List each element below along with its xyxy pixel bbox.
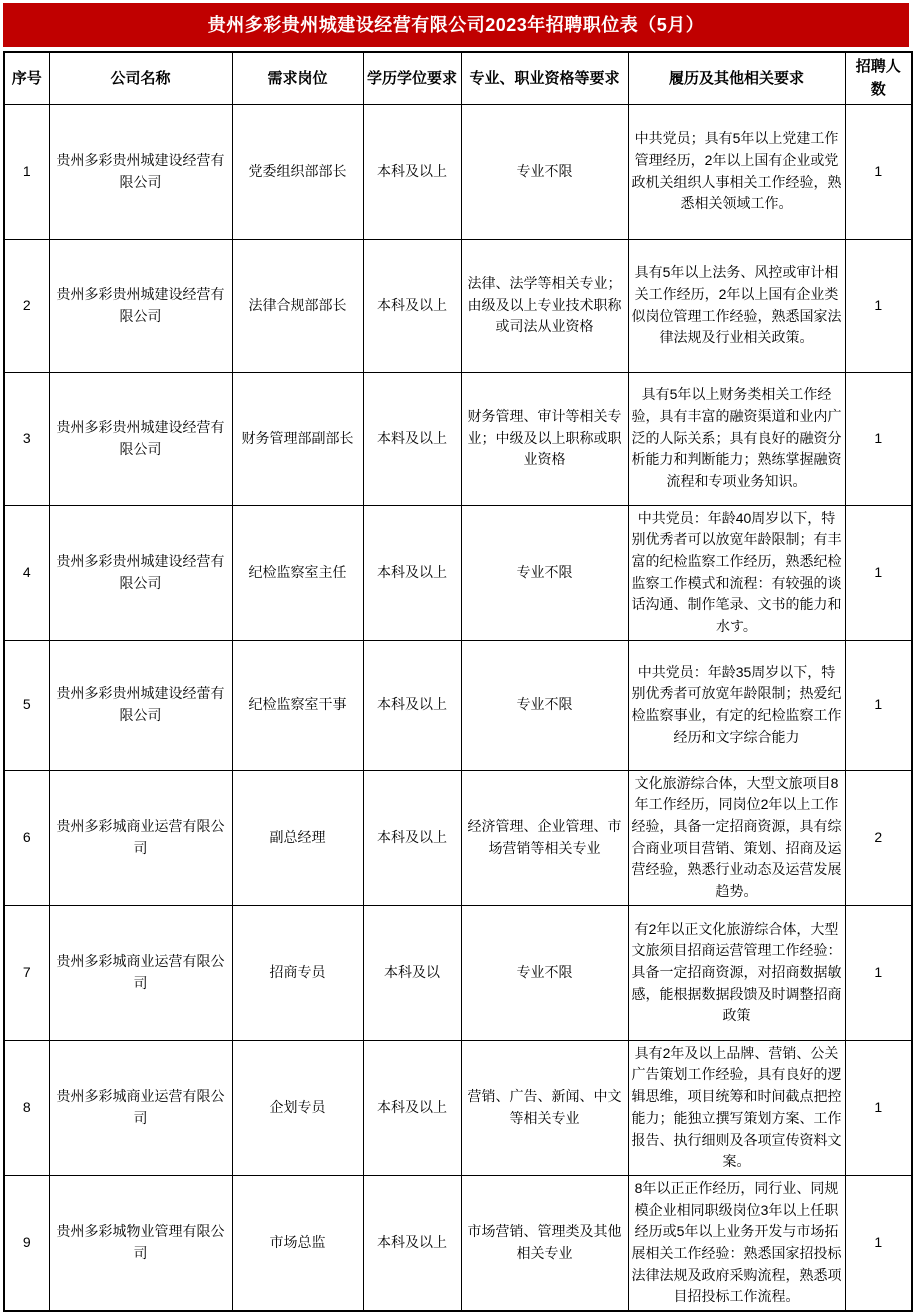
cell-seq: 2: [4, 239, 49, 372]
col-header-experience: 履历及其他相关要求: [628, 52, 845, 104]
col-header-position: 需求岗位: [232, 52, 363, 104]
cell-experience: 中共党员：年龄40周岁以下，特别优秀者可以放宽年龄限制；有丰富的纪检监察工作经历，熟悉纪检监察工作模式和流程：有较强的谈话沟通、制作笔录、文书的能力和水す。: [628, 505, 845, 640]
cell-seq: 8: [4, 1040, 49, 1175]
cell-position: 财务管理部副部长: [232, 372, 363, 505]
cell-major: 法律、法学等相关专业；由级及以上专业技术职称或司法从业资格: [461, 239, 628, 372]
cell-position: 纪检监察室主任: [232, 505, 363, 640]
cell-education: 本科及以上: [363, 1175, 461, 1311]
cell-education: 本科及以上: [363, 104, 461, 239]
cell-company: 贵州多彩城物业管理有限公司: [49, 1175, 232, 1311]
cell-company: 贵州多彩贵州城建设经蕾有限公司: [49, 640, 232, 770]
cell-education: 本科及以上: [363, 640, 461, 770]
cell-education: 本科及以上: [363, 770, 461, 905]
cell-experience: 8年以正正作经历，同行业、同规模企业相同职级岗位3年以上任职经历或5年以上业务开发与市场拓展相关工作经验：熟悉国家招投标法律法规及政府采购流程，熟悉项目招投标工作流程。: [628, 1175, 845, 1311]
col-header-major: 专业、职业资格等要求: [461, 52, 628, 104]
cell-count: 1: [845, 505, 912, 640]
table-row: [4, 239, 912, 372]
col-header-seq: 序号: [4, 52, 49, 104]
table-row: [4, 640, 912, 770]
cell-count: 1: [845, 1040, 912, 1175]
cell-position: 副总经理: [232, 770, 363, 905]
table-title: 贵州多彩贵州城建设经营有限公司2023年招聘职位表（5月）: [3, 3, 909, 47]
table-body: [4, 104, 912, 1311]
cell-count: 1: [845, 905, 912, 1040]
cell-major: 营销、广告、新闻、中文等相关专业: [461, 1040, 628, 1175]
cell-count: 1: [845, 1175, 912, 1311]
cell-experience: 中共党员；具有5年以上党建工作管理经历，2年以上国有企业或党政机关组织人事相关工作经验，熟悉相关领域工作。: [628, 104, 845, 239]
cell-experience: 具有5年以上法务、风控或审计相关工作经历，2年以上国有企业类似岗位管理工作经验，熟悉国家法律法规及行业相关政策。: [628, 239, 845, 372]
cell-education: 本料及以上: [363, 372, 461, 505]
table-row: [4, 104, 912, 239]
cell-company: 贵州多彩城商业运营有限公司: [49, 905, 232, 1040]
table-row: [4, 905, 912, 1040]
table-row: [4, 505, 912, 640]
cell-experience: 具有5年以上财务类相关工作经验，具有丰富的融资渠道和业内广泛的人际关系；具有良好的融资分析能力和判断能力；熟练掌握融资流程和专项业务知识。: [628, 372, 845, 505]
cell-major: 市场营销、管理类及其他相关专业: [461, 1175, 628, 1311]
cell-major: 专业不限: [461, 104, 628, 239]
col-header-company: 公司名称: [49, 52, 232, 104]
cell-position: 招商专员: [232, 905, 363, 1040]
cell-position: 企划专员: [232, 1040, 363, 1175]
cell-experience: 中共党员：年龄35周岁以下，特别优秀者可放宽年龄限制；热爱纪检监察事业，有定的纪检监察工作经历和文字综合能力: [628, 640, 845, 770]
cell-count: 2: [845, 770, 912, 905]
cell-seq: 7: [4, 905, 49, 1040]
cell-company: 贵州多彩贵州城建设经营有限公司: [49, 104, 232, 239]
header-row: [4, 52, 912, 104]
cell-company: 贵州多彩贵州城建设经营有限公司: [49, 372, 232, 505]
cell-education: 本科及以上: [363, 505, 461, 640]
cell-experience: 有2年以正文化旅游综合体，大型文旅须目招商运营管理工作经验：具备一定招商资源，对招商数据敏感，能根据数据段馈及时调整招商政策: [628, 905, 845, 1040]
cell-count: 1: [845, 239, 912, 372]
cell-position: 市场总监: [232, 1175, 363, 1311]
cell-education: 本科及以上: [363, 239, 461, 372]
cell-major: 专业不限: [461, 640, 628, 770]
cell-company: 贵州多彩城商业运营有限公司: [49, 1040, 232, 1175]
table-row: [4, 770, 912, 905]
cell-count: 1: [845, 104, 912, 239]
cell-seq: 9: [4, 1175, 49, 1311]
table-header: [4, 52, 912, 104]
cell-position: 党委组织部部长: [232, 104, 363, 239]
table-row: [4, 372, 912, 505]
cell-company: 贵州多彩贵州城建设经营有限公司: [49, 505, 232, 640]
cell-count: 1: [845, 640, 912, 770]
col-header-count: 招聘人数: [845, 52, 912, 104]
cell-major: 财务管理、审计等相关专业；中级及以上职称或职业资格: [461, 372, 628, 505]
cell-position: 法律合规部部长: [232, 239, 363, 372]
cell-company: 贵州多彩贵州城建设经营有限公司: [49, 239, 232, 372]
cell-education: 本科及以上: [363, 1040, 461, 1175]
cell-major: 专业不限: [461, 505, 628, 640]
recruitment-table: [3, 51, 913, 1312]
cell-education: 本科及以: [363, 905, 461, 1040]
cell-seq: 3: [4, 372, 49, 505]
cell-major: 经济管理、企业管理、市场营销等相关专业: [461, 770, 628, 905]
cell-seq: 5: [4, 640, 49, 770]
cell-major: 专业不限: [461, 905, 628, 1040]
cell-seq: 4: [4, 505, 49, 640]
cell-seq: 6: [4, 770, 49, 905]
cell-company: 贵州多彩城商业运营有限公司: [49, 770, 232, 905]
cell-experience: 具有2年及以上品牌、营销、公关广告策划工作经验，具有良好的逻辑思维，项目统筹和时间截点把控能力；能独立撰写策划方案、工作报告、执行细则及各项宣传资料文案。: [628, 1040, 845, 1175]
table-row: [4, 1040, 912, 1175]
cell-count: 1: [845, 372, 912, 505]
cell-position: 纪检监察室干事: [232, 640, 363, 770]
col-header-education: 学历学位要求: [363, 52, 461, 104]
cell-experience: 文化旅游综合体，大型文旅项目8年工作经历，同岗位2年以上工作经验，具备一定招商资源，具有综合商业项目营销、策划、招商及运营经验，熟悉行业动态及运营发展趋势。: [628, 770, 845, 905]
cell-seq: 1: [4, 104, 49, 239]
table-row: [4, 1175, 912, 1311]
